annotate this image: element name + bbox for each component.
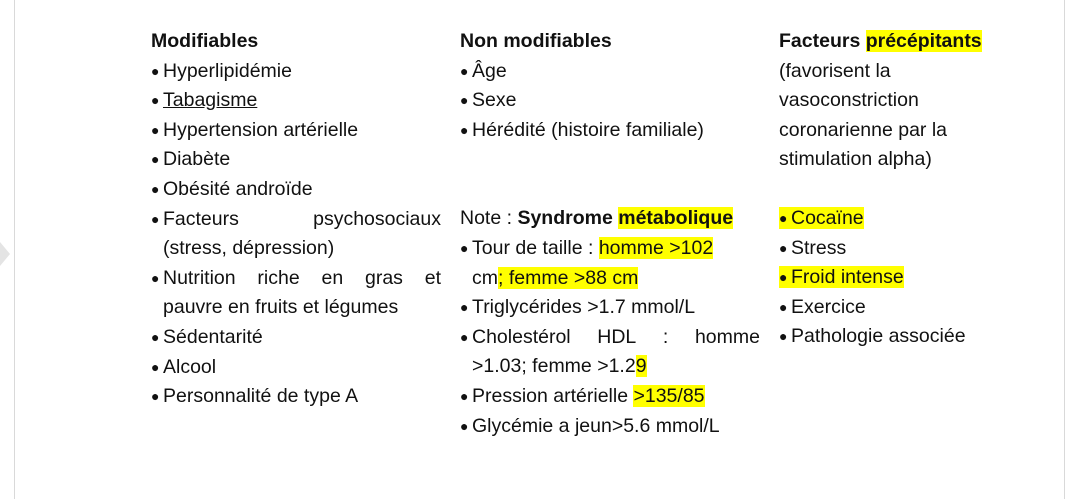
list-item: ● Froid intense — [779, 266, 904, 289]
list-item: ● Obésité androïde — [151, 177, 313, 200]
column-non-modifiables — [460, 27, 760, 441]
list-item: ● Âge — [460, 59, 507, 82]
list-item: ● Tour de taille : homme >102 cm; femme >88 cm — [460, 236, 714, 289]
list-item: ● Pathologie associée — [779, 325, 966, 348]
column-header: Non modifiables — [460, 30, 612, 52]
description-line: coronarienne par la — [779, 118, 948, 141]
expand-arrow-icon[interactable] — [0, 242, 10, 266]
description-line: vasoconstriction — [779, 89, 919, 112]
column-header: Modifiables — [151, 30, 259, 52]
list-item: ● Triglycérides >1.7 mmol/L — [460, 296, 696, 319]
list-item: ● Tabagisme — [151, 89, 258, 112]
list-item: ● Pression artérielle >135/85 — [460, 384, 705, 407]
list-item: ● Stress — [779, 236, 847, 259]
list-item: ● Sexe — [460, 89, 517, 112]
list-item: ● Exercice — [779, 295, 866, 318]
list-item: ● Glycémie a jeun>5.6 mmol/L — [460, 414, 720, 437]
list-item: ● Diabète — [151, 148, 231, 171]
list-item: ● Nutrition riche en gras et pauvre en fruits et légumes — [151, 266, 441, 319]
column-modifiables — [151, 27, 441, 412]
page-border-right — [1064, 0, 1065, 499]
list-item: ● Hyperlipidémie — [151, 59, 292, 82]
list-item: ● Hérédité (histoire familiale) — [460, 118, 704, 141]
list-item: ● Hypertension artérielle — [151, 118, 359, 141]
page-border-left — [14, 0, 15, 499]
column-header: Facteurs précépitants — [779, 30, 982, 52]
list-item: ● Facteurs psychosociaux (stress, dépression) — [151, 207, 441, 260]
description-line: stimulation alpha) — [779, 148, 932, 171]
list-item: ● Cocaïne — [779, 206, 864, 229]
list-item: ● Personnalité de type A — [151, 385, 359, 408]
description-line: (favorisent la — [779, 59, 891, 82]
note-title: Note : Syndrome métabolique — [460, 207, 734, 230]
list-item: ● Cholestérol HDL : homme >1.03; femme >1.29 — [460, 325, 760, 378]
column-facteurs-precipitants — [779, 27, 1009, 352]
list-item: ● Sédentarité — [151, 325, 263, 348]
list-item: ● Alcool — [151, 355, 217, 378]
